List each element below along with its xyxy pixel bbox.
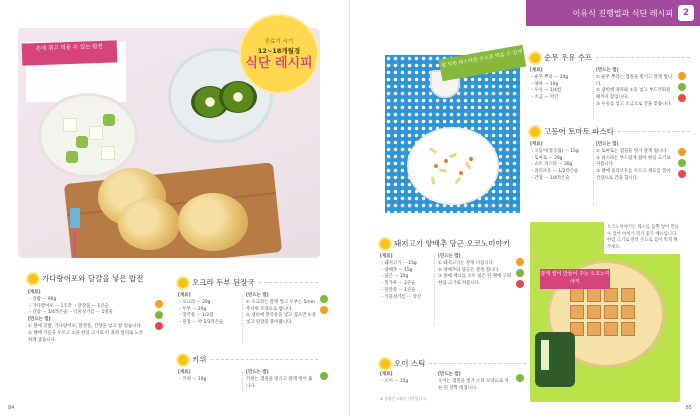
nutrition-dots [516,374,524,382]
recipe-title [530,126,690,137]
recipe-title-text: 가다랑어포와 달걀을 넣은 밥전 [42,274,144,283]
footnote: ※ 분량은 1회분 기준입니다. [380,396,428,401]
recipe-title [178,354,318,365]
recipe-materials: [재료] ・키위 ··· 10g [178,370,207,382]
recipe-steps: [만드는 법] ① 토마토는 껍질을 벗겨 잘게 썹니다. ② 파스타는 부드럽게 삶아 한입 크기로 자릅니다. ③ 팬에 올리브유를 두르고 재료를 볶아 간장으로 간을 합니다. [596,142,671,181]
recipe-steps: [만드는 법] 오이는 껍질을 벗겨 스틱 모양으로 자른 뒤 살짝 데칩니다. [438,372,509,391]
badge-line1: 완료기 시기 [264,39,294,45]
recipe-steps: [만드는 법] ① 오크라는 잘게 썰고 두부는 5mm 주사위 모양으로 썹니다. ② 냄비에 맛국물을 넣고 끓으면 ①을 넣고 된장을 풀어줍니다. [246,293,316,326]
recipe-title [178,277,318,288]
recipe-steps: [만드는 법] ① 순무 뿌리는 껍질을 벗기고 잘게 썹니다. ② 냄비에 양파와 ①을 넣고 부드러워질 때까지 끓입니다. ③ 우유를 넣고 소금으로 간을 맞춥니다. [596,68,672,107]
tip-box: 오코노미야키는 채소를 듬뿍 넣어 만들 수 있어 아이가 먹기 좋은 메뉴입니다. 한입 크기로 잘라 손으로 집어 먹게 해 주세요. [604,222,684,254]
recipe-materials: [재료] ・돼지고기 ··· 15g ・양배추 ··· 15g ・당근 ··· 10g ・밀가루 ··· 2큰술 ・달걀물 ··· 1큰술 ・식물성기름 ··· 약간 [380,254,422,300]
sun-icon [530,53,540,63]
recipe-title-text: 오이 스틱 [394,359,426,368]
recipe-title-text: 고등어 토마토 파스타 [544,127,614,136]
nutrition-dots [516,258,524,288]
recipe-title-text: 순무 우유 수프 [544,53,593,62]
nutrition-dots [155,300,163,330]
recipe-title [28,273,156,284]
nutrition-dots [678,148,686,178]
recipe-materials: [재료] ・오크라 ··· 20g ・두부 ··· 20g ・맛국물 ··· 1/2컵 ・된장 ··· 약 1/3작은술 [178,293,224,326]
page-number-right: 85 [685,405,692,411]
pasta-banner: 잘 익힌 파스타를 손으로 먹을 수 있게 [439,45,527,81]
recipe-steps: [만드는 법] ① 돼지고기는 잘게 다집니다. ② 양배추와 당근은 잘게 썹니다. ③ 볼에 재료를 모두 섞은 뒤 팬에 구워 한입 크기로 자릅니다. [438,254,512,287]
pasta-plate [407,127,499,205]
recipe-title-text: 키위 [192,355,207,364]
recipe-title [380,238,526,249]
recipe-title-text: 오크라 두부 된장국 [192,278,255,287]
sun-icon [28,274,38,284]
badge-line2: 12~18개월경 [257,47,301,55]
nutrition-dots [320,295,328,314]
nutrition-dots [678,72,686,102]
section-header [526,0,700,26]
recipe-title [380,358,526,369]
rice-pancake [178,193,248,251]
cucumber-cup [535,332,575,387]
recipe-title-text: 돼지고기 양배추 당근 오코노미야키 [394,239,510,248]
recipe-materials: [재료] ・오이 ··· 15g [380,372,409,384]
sun-icon [178,355,188,365]
recipe-title [530,52,690,63]
tag [70,208,80,228]
badge-title: 식단 레시피 [245,56,313,71]
sun-icon [178,278,188,288]
sun-icon [380,239,390,249]
page-number-left: 84 [8,405,15,411]
sun-icon [380,359,390,369]
okonomiyaki-banner: 잘게 썰어 만들어 주는 오코노미야키 [540,269,610,289]
tag-string [74,228,75,258]
age-badge [241,16,317,92]
chapter-number: 2 [678,5,694,21]
soup-bowl [38,93,138,178]
sun-icon [530,127,540,137]
rice-pancake [118,198,180,250]
nutrition-dots [320,372,328,380]
right-page [350,0,700,416]
recipe-materials: [재료] ・순무 뿌리 ··· 20g ・양파 ··· 10g ・우유 ··· 1/4컵 ・소금 ··· 약간 [530,68,569,101]
hero-banner: 손에 쥐고 먹을 수 있는 밥전 [22,40,118,65]
recipe-materials: [재료] ・고등어(통조림) ··· 15g ・토마토 ··· 20g ・쇼트 파스타 ··· 30g ・올리브유 ··· 1/2작은술 ・간장 ··· 1/4작은술 [530,142,579,181]
recipe-body: [재료] ・진밥 ··· 90g ・가다랑어포 ··· 1조각 ・달걀물 ··· 1큰술 ・간장 ··· 1/4작은술 ・식물성기름 ··· 1방울 [만드는 법] ① 볼에 진밥, 가다랑어포, 달걀물, 간장을 넣고 잘 섞습니다. ② 팬에 기름을 두르고 ①을 한입 크기로 떠 올려 앞뒤로 노릇하게 굽습니다. [28,290,144,343]
section-title: 이유식 진행법과 식단 레시피 [572,8,673,18]
recipe-steps: [만드는 법] 키위는 껍질을 벗기고 잘게 썰어 줍니다. [246,370,313,389]
